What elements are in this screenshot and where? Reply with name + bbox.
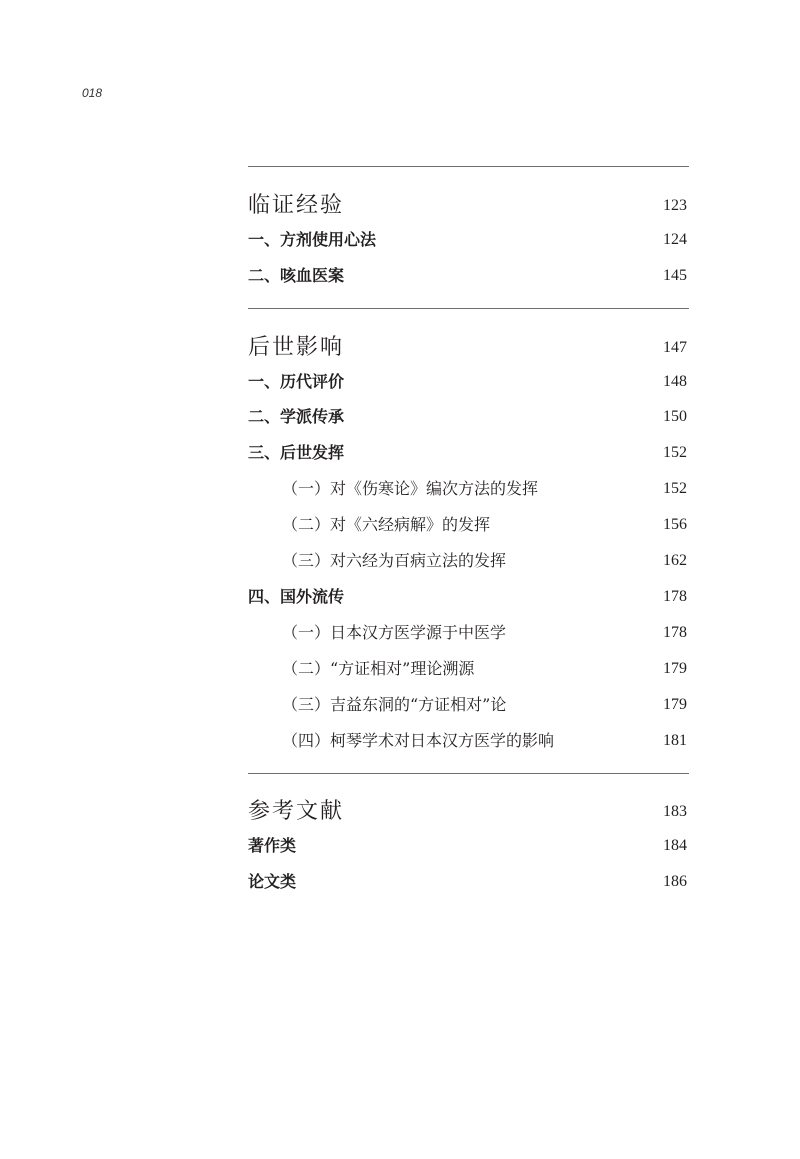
toc-entry[interactable]: [248, 691, 689, 719]
toc-page-number: 148: [663, 373, 687, 390]
toc-entry-title: 一、方剂使用心法: [248, 230, 377, 249]
toc-entry-title: （一）对《伤寒论》编次方法的发挥: [282, 479, 539, 498]
toc-entry[interactable]: [248, 511, 689, 539]
toc-section-title: 后世影响: [248, 335, 345, 360]
toc-page-number: 184: [663, 837, 687, 854]
toc-entry-title: 四、国外流传: [248, 587, 345, 606]
toc-entry[interactable]: [248, 475, 689, 503]
toc-entry-title: （四）柯琴学术对日本汉方医学的影响: [282, 731, 555, 750]
toc-entry[interactable]: [248, 439, 689, 467]
toc-page-number: 178: [663, 624, 687, 641]
toc-page-number: 147: [663, 339, 687, 356]
toc-entry[interactable]: [248, 655, 689, 683]
toc-section-title: 临证经验: [248, 193, 345, 218]
toc-page-number: 162: [663, 552, 687, 569]
toc-section-title: 参考文献: [248, 799, 345, 824]
toc-section-heading[interactable]: [248, 334, 689, 362]
toc-entry[interactable]: [248, 547, 689, 575]
toc-page-number: 183: [663, 803, 687, 820]
toc-entry-title: 二、咳血医案: [248, 266, 345, 285]
toc-page-number: 150: [663, 408, 687, 425]
toc-page-number: 179: [663, 696, 687, 713]
toc-entry-title: （一）日本汉方医学源于中医学: [282, 623, 507, 642]
toc-page-number: 124: [663, 231, 687, 248]
toc-page-number: 152: [663, 480, 687, 497]
toc-entry-title: 三、后世发挥: [248, 443, 345, 462]
toc-entry[interactable]: [248, 583, 689, 611]
toc-entry[interactable]: [248, 619, 689, 647]
toc-page-number: 178: [663, 588, 687, 605]
toc-entry[interactable]: [248, 368, 689, 396]
toc-entry-title: （二）对《六经病解》的发挥: [282, 515, 491, 534]
toc-page-number: 181: [663, 732, 687, 749]
toc-entry-title: （三）对六经为百病立法的发挥: [282, 551, 507, 570]
toc-entry[interactable]: [248, 832, 689, 860]
toc-entry-title: 一、历代评价: [248, 372, 345, 391]
toc-section-heading[interactable]: [248, 798, 689, 826]
toc-entry-title: （三）吉益东洞的“方证相对”论: [282, 695, 507, 714]
toc-entry[interactable]: [248, 727, 689, 755]
toc-entry-title: （二）“方证相对”理论溯源: [282, 659, 475, 678]
divider: [248, 166, 689, 167]
toc-entry[interactable]: [248, 868, 689, 896]
toc-page-number: 145: [663, 267, 687, 284]
toc-page-number: 186: [663, 873, 687, 890]
page-number: 018: [82, 86, 103, 100]
toc-page-number: 179: [663, 660, 687, 677]
toc-page-number: 156: [663, 516, 687, 533]
toc-section-heading[interactable]: [248, 192, 689, 220]
divider: [248, 308, 689, 309]
toc-entry-title: 二、学派传承: [248, 407, 345, 426]
toc-entry[interactable]: [248, 403, 689, 431]
toc-entry[interactable]: [248, 226, 689, 254]
divider: [248, 773, 689, 774]
toc-page-number: 123: [663, 197, 687, 214]
toc-entry-title: 论文类: [248, 872, 297, 891]
toc-entry-title: 著作类: [248, 836, 297, 855]
toc-page-number: 152: [663, 444, 687, 461]
toc-entry[interactable]: [248, 262, 689, 290]
